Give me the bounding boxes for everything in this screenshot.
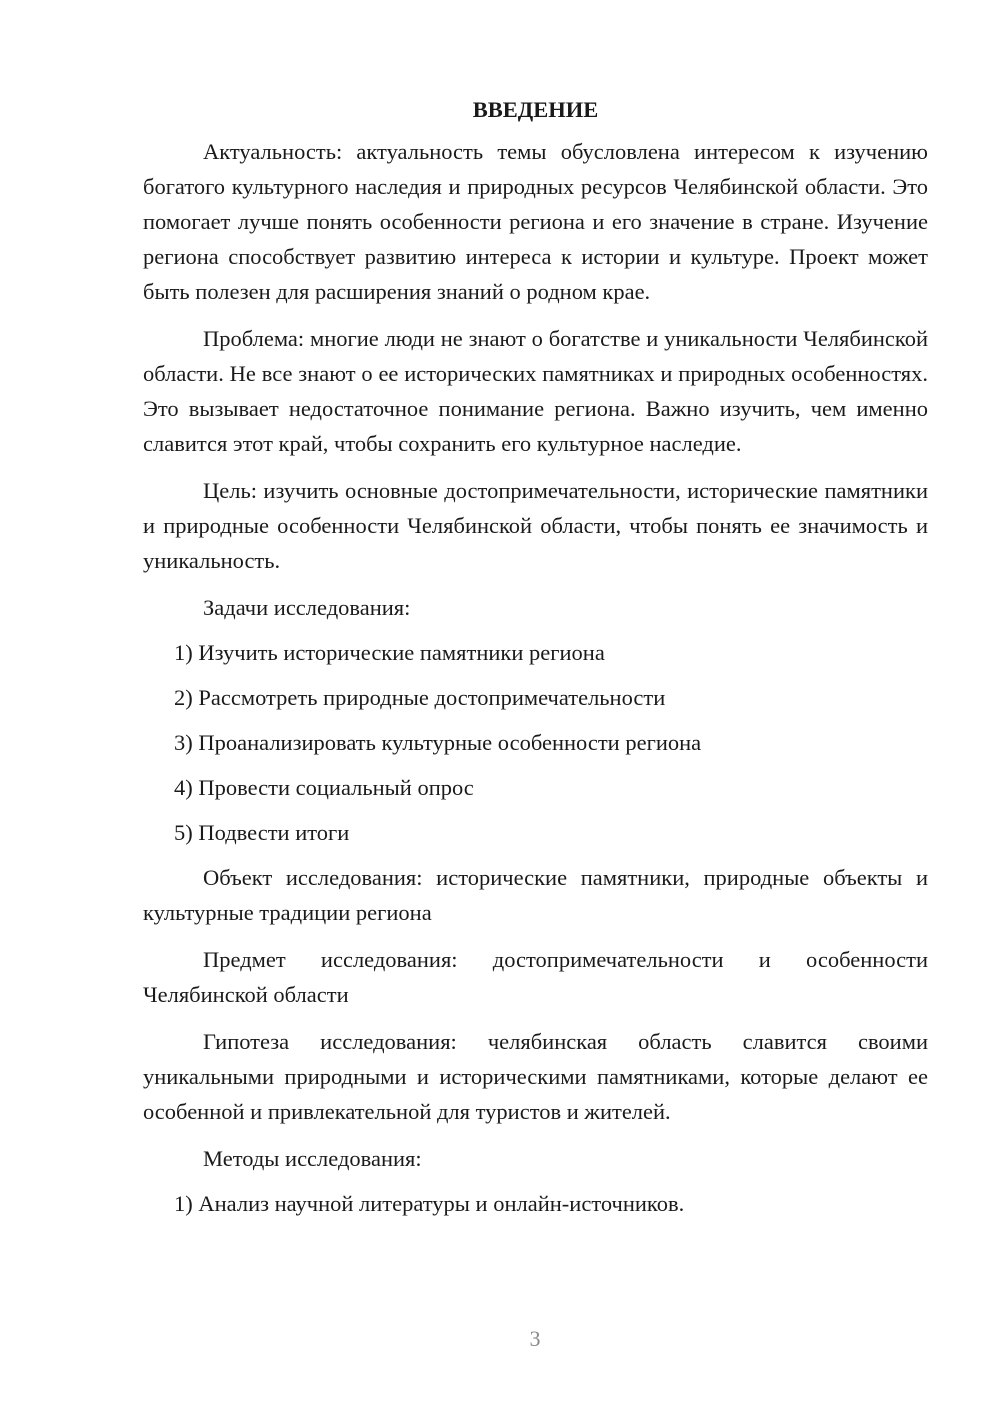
page-number: 3 [529,1326,541,1351]
list-item: 3) Проанализировать культурные особенности региона [174,730,702,755]
document-page [143,92,928,1231]
list-item: 4) Провести социальный опрос [174,775,474,800]
tasks-heading: Задачи исследования: [203,595,411,620]
relevance-paragraph: Актуальность: актуальность темы обусловлена интересом к изучению богатого культурного наследия и природных ресурсов Челябинской области. Это помогает лучше понять особенности региона и его значение в стране. Изучение региона способствует развитию интереса к истории и культуре. Проект может быть полезен для расширения знаний о родном крае. [143,139,928,304]
list-item: 1) Изучить исторические памятники региона [174,640,605,665]
list-item: 1) Анализ научной литературы и онлайн-источников. [174,1191,685,1216]
list-item: 5) Подвести итоги [174,820,350,845]
list-item: 2) Рассмотреть природные достопримечательности [174,685,666,710]
methods-list [143,1186,928,1221]
problem-paragraph: Проблема: многие люди не знают о богатстве и уникальности Челябинской области. Не все знают о ее исторических памятниках и природных особенностях. Это вызывает недостаточное понимание региона. Важно изучить, чем именно славится этот край, чтобы сохранить его культурное наследие. [143,326,928,456]
goal-paragraph: Цель: изучить основные достопримечательности, исторические памятники и природные особенности Челябинской области, чтобы понять ее значимость и уникальность. [143,478,928,573]
object-paragraph: Объект исследования: исторические памятники, природные объекты и культурные традиции региона [143,865,928,925]
tasks-list [143,635,928,850]
page-title: ВВЕДЕНИЕ [472,97,599,122]
methods-heading: Методы исследования: [203,1146,422,1171]
hypothesis-paragraph: Гипотеза исследования: челябинская область славится своими уникальными природными и историческими памятниками, которые делают ее особенной и привлекательной для туристов и жителей. [143,1029,928,1124]
subject-paragraph: Предмет исследования: достопримечательности и особенности Челябинской области [143,947,928,1007]
